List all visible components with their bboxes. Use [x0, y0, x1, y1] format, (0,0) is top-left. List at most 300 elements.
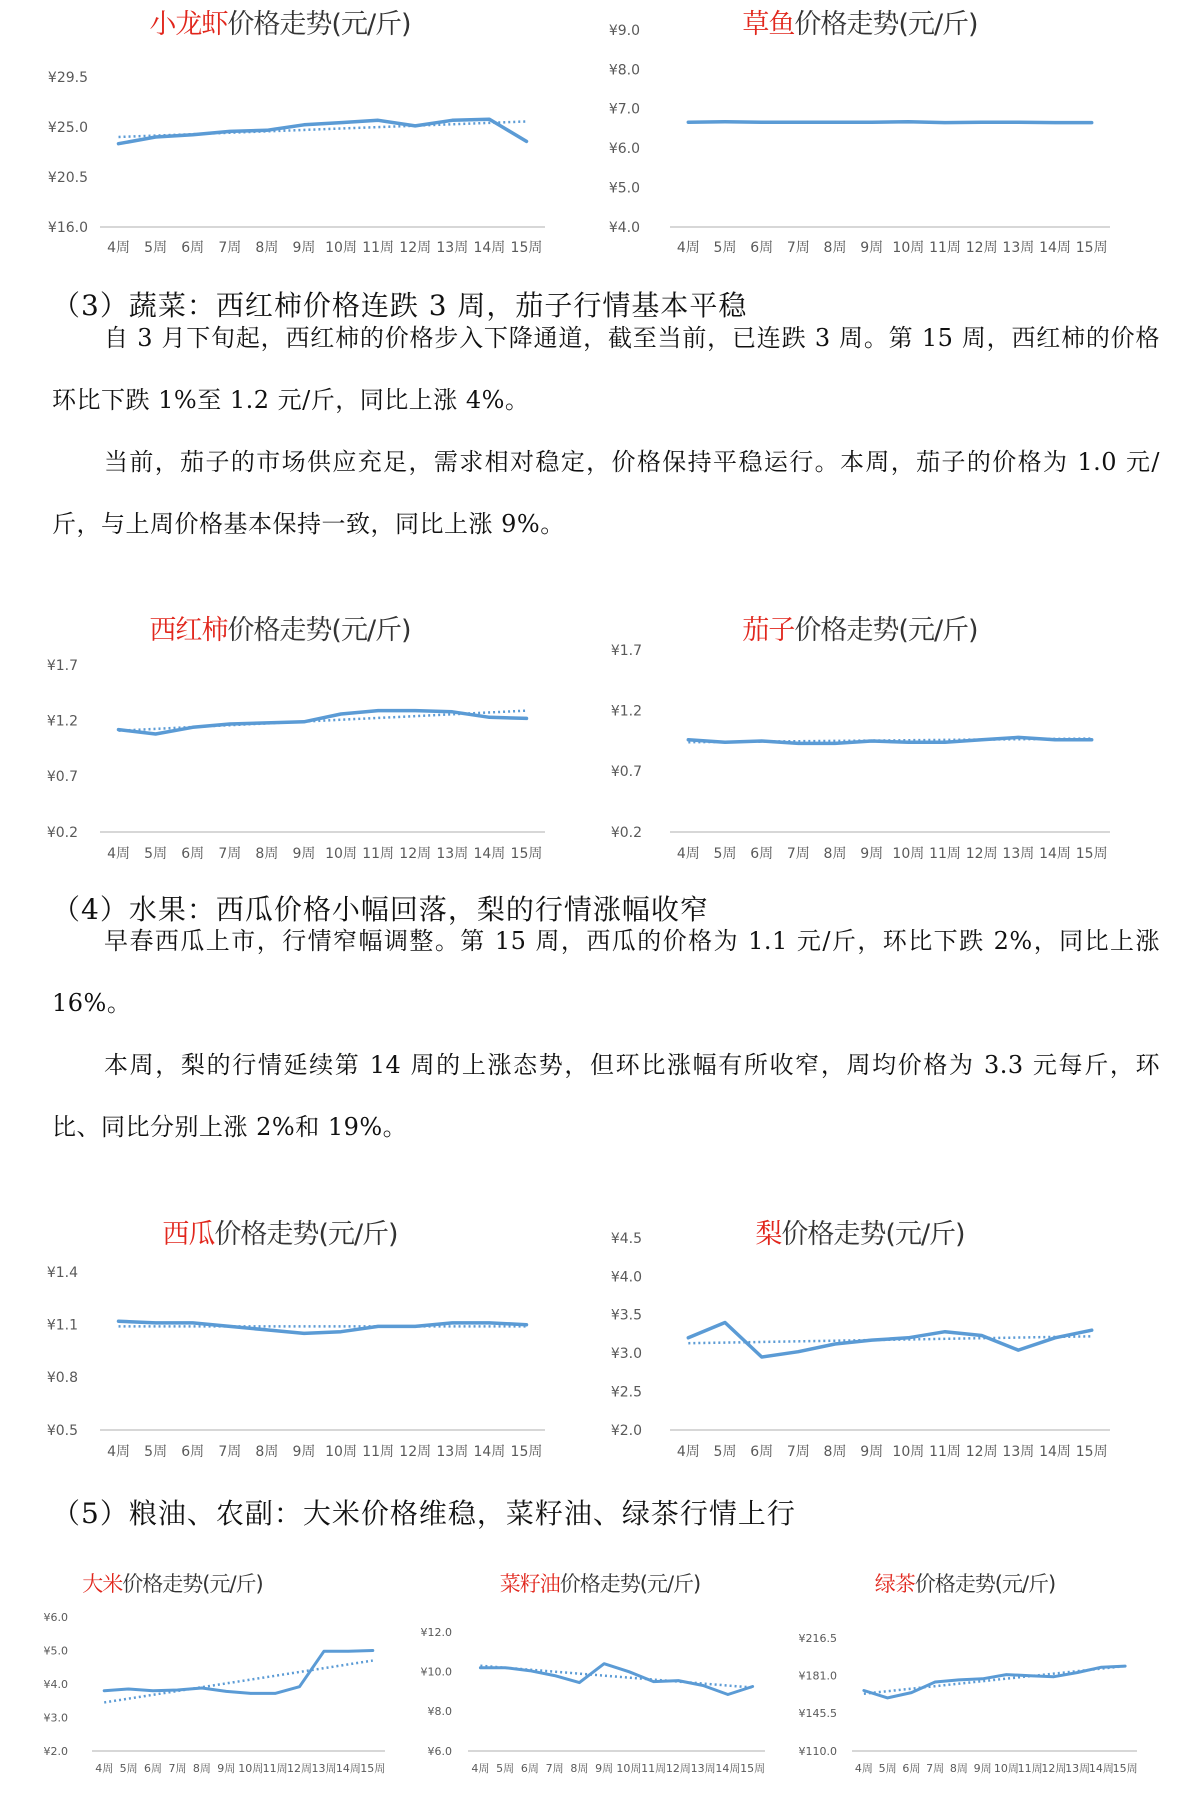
data-point [1005, 1673, 1007, 1675]
x-tick-label: 14周 [1039, 240, 1071, 256]
data-point [229, 130, 231, 132]
x-tick-label: 11周 [362, 240, 395, 256]
y-tick-label: ¥29.5 [47, 69, 88, 86]
y-tick-label: ¥1.1 [46, 1317, 78, 1334]
x-tick-label: 6周 [181, 846, 205, 862]
chart-title-rest: 价格走势(元/斤) [794, 9, 978, 40]
x-tick-label: 13周 [1065, 1762, 1091, 1775]
x-tick-label: 9周 [860, 240, 884, 256]
y-tick-label: ¥0.7 [610, 764, 642, 781]
chart-title-rest: 价格走势(元/斤) [559, 1572, 701, 1596]
data-point [870, 121, 872, 123]
data-point [323, 1650, 325, 1652]
x-tick-label: 15周 [1112, 1762, 1138, 1775]
y-tick-label: ¥181.0 [798, 1669, 837, 1683]
x-tick-label: 13周 [436, 846, 469, 862]
x-tick-label: 9周 [860, 1444, 884, 1460]
data-point [797, 742, 799, 744]
y-tick-label: ¥3.0 [43, 1711, 68, 1725]
data-point [834, 121, 836, 123]
x-tick-label: 4周 [676, 1444, 700, 1460]
data-point [907, 1337, 909, 1339]
y-tick-label: ¥3.5 [610, 1307, 642, 1324]
x-tick-label: 5周 [144, 1444, 168, 1460]
data-point [525, 1323, 527, 1325]
data-point [414, 709, 416, 711]
paragraph-watermelon: 早春西瓜上市，行情窄幅调整。第 15 周，西瓜的价格为 1.1 元/斤，环比下跌 2%，同比上涨 16%。 [52, 927, 1160, 1017]
x-tick-label: 6周 [750, 846, 774, 862]
x-tick-label: 12周 [965, 1444, 998, 1460]
data-point [529, 1669, 531, 1671]
chart-watermelon [0, 1200, 560, 1475]
data-point [250, 1692, 252, 1694]
data-point [103, 1690, 105, 1692]
data-point [724, 1321, 726, 1323]
data-point [176, 1689, 178, 1691]
data-point [1054, 1337, 1056, 1339]
x-tick-label: 14周 [473, 1444, 506, 1460]
section-heading-fruit: （4）水果：西瓜价格小幅回落，梨的行情涨幅收窄 [52, 893, 709, 926]
data-point [504, 1667, 506, 1669]
y-tick-label: ¥1.2 [610, 703, 642, 720]
data-point [724, 741, 726, 743]
chart-green-tea [785, 1560, 1165, 1795]
y-tick-label: ¥10.0 [420, 1665, 452, 1679]
chart-title-rest: 价格走势(元/斤) [214, 1219, 398, 1250]
data-point [702, 1684, 704, 1686]
data-point [687, 739, 689, 741]
x-tick-label: 10周 [892, 1444, 925, 1460]
x-tick-label: 10周 [616, 1762, 642, 1775]
x-tick-label: 7周 [168, 1762, 187, 1775]
x-tick-label: 4周 [854, 1762, 873, 1775]
series-line [119, 711, 527, 734]
y-tick-label: ¥145.5 [798, 1707, 837, 1721]
x-tick-label: 13周 [436, 240, 469, 256]
x-tick-label: 13周 [690, 1762, 716, 1775]
data-point [724, 121, 726, 123]
chart-title-rest: 价格走势(元/斤) [914, 1572, 1056, 1596]
x-tick-label: 15周 [510, 846, 543, 862]
data-point [266, 129, 268, 131]
x-tick-label: 14周 [1088, 1762, 1114, 1775]
series-line [688, 737, 1091, 743]
chart-title-rest: 价格走势(元/斤) [781, 1219, 965, 1250]
x-tick-label: 9周 [292, 1444, 316, 1460]
x-tick-label: 5周 [713, 240, 737, 256]
chart-title [590, 2, 1130, 41]
x-tick-label: 4周 [95, 1762, 114, 1775]
x-tick-label: 7周 [786, 846, 810, 862]
data-point [1054, 121, 1056, 123]
data-point [652, 1680, 654, 1682]
y-tick-label: ¥9.0 [608, 22, 640, 39]
data-point [451, 1322, 453, 1324]
data-point [488, 1322, 490, 1324]
x-tick-label: 13周 [1002, 1444, 1035, 1460]
data-point [910, 1691, 912, 1693]
chart-title [0, 1568, 345, 1598]
x-tick-label: 14周 [1039, 1444, 1071, 1460]
data-point [117, 142, 119, 144]
x-tick-label: 6周 [144, 1762, 163, 1775]
x-tick-label: 9周 [973, 1762, 992, 1775]
x-tick-label: 11周 [929, 846, 961, 862]
x-tick-label: 6周 [181, 240, 205, 256]
data-point [980, 739, 982, 741]
data-point [266, 1329, 268, 1331]
x-tick-label: 8周 [823, 846, 847, 862]
x-tick-label: 10周 [325, 240, 357, 256]
y-tick-label: ¥216.5 [798, 1631, 837, 1645]
x-tick-label: 6周 [520, 1762, 539, 1775]
chart-title-highlight: 茄子 [742, 615, 795, 646]
y-tick-label: ¥4.5 [610, 1230, 642, 1247]
section-heading-vegetables: （3）蔬菜：西红柿价格连跌 3 周，茄子行情基本平稳 [52, 289, 748, 322]
data-point [377, 119, 379, 121]
x-tick-label: 8周 [255, 240, 279, 256]
chart-rice [0, 1560, 395, 1795]
x-tick-label: 7周 [218, 1444, 242, 1460]
x-tick-label: 15周 [1075, 1444, 1108, 1460]
chart-title-rest: 价格走势(元/斤) [122, 1572, 263, 1596]
paragraph-tomato: 自 3 月下旬起，西红柿的价格步入下降通道，截至当前，已连跌 3 周。第 15 周，西红柿的价格环比下跌 1%至 1.2 元/斤，同比上涨 4%。 [52, 324, 1160, 414]
data-point [1076, 1671, 1078, 1673]
data-point [303, 1332, 305, 1334]
x-tick-label: 15周 [1075, 240, 1108, 256]
section-heading-grain-oil: （5）粮油、农副：大米价格维稳，菜籽油、绿茶行情上行 [52, 1497, 796, 1530]
x-tick-label: 9周 [860, 846, 884, 862]
series-line [688, 122, 1091, 123]
x-tick-label: 5周 [496, 1762, 515, 1775]
chart-crayfish [0, 0, 560, 265]
data-point [1017, 736, 1019, 738]
x-tick-label: 13周 [1002, 240, 1035, 256]
data-point [347, 1650, 349, 1652]
data-point [1054, 739, 1056, 741]
chart-title [0, 608, 560, 647]
y-tick-label: ¥4.0 [608, 219, 640, 236]
paragraph-pear: 本周，梨的行情延续第 14 周的上涨态势，但环比涨幅有所收窄，周均价格为 3.3 元每斤，环比、同比分别上涨 2%和 19%。 [52, 1051, 1160, 1141]
data-point [525, 717, 527, 719]
chart-title-highlight: 西红柿 [149, 615, 228, 646]
x-tick-label: 6周 [750, 1444, 774, 1460]
data-point [687, 1337, 689, 1339]
x-tick-label: 8周 [823, 240, 847, 256]
x-tick-label: 5周 [119, 1762, 138, 1775]
data-point [479, 1667, 481, 1669]
data-point [414, 1325, 416, 1327]
x-tick-label: 8周 [949, 1762, 968, 1775]
x-tick-label: 6周 [750, 240, 774, 256]
data-point [377, 709, 379, 711]
y-tick-label: ¥0.5 [46, 1422, 78, 1439]
data-point [340, 1330, 342, 1332]
x-tick-label: 10周 [238, 1762, 264, 1775]
trend-line [104, 1661, 373, 1703]
chart-title-rest: 价格走势(元/斤) [227, 615, 411, 646]
x-tick-label: 13周 [311, 1762, 337, 1775]
data-point [303, 124, 305, 126]
data-point [201, 1687, 203, 1689]
y-tick-label: ¥6.0 [608, 141, 640, 158]
y-tick-label: ¥0.2 [610, 824, 642, 841]
x-tick-label: 15周 [510, 240, 543, 256]
x-tick-label: 9周 [292, 240, 316, 256]
series-line [688, 1323, 1091, 1358]
y-tick-label: ¥0.8 [46, 1370, 78, 1387]
y-tick-label: ¥6.0 [43, 1610, 68, 1624]
x-tick-label: 12周 [399, 846, 432, 862]
x-tick-label: 4周 [107, 846, 131, 862]
x-tick-label: 11周 [1017, 1762, 1043, 1775]
x-tick-label: 9周 [217, 1762, 236, 1775]
data-point [934, 1681, 936, 1683]
series-line [119, 119, 527, 144]
x-tick-label: 6周 [181, 1444, 205, 1460]
x-tick-label: 8周 [570, 1762, 589, 1775]
data-point [834, 1343, 836, 1345]
x-tick-label: 13周 [436, 1444, 469, 1460]
data-point [192, 134, 194, 136]
x-tick-label: 5周 [713, 846, 737, 862]
x-tick-label: 7周 [218, 846, 242, 862]
chart-title-highlight: 梨 [755, 1219, 782, 1250]
chart-title [590, 608, 1130, 647]
chart-title [795, 1568, 1135, 1598]
y-tick-label: ¥12.0 [420, 1625, 452, 1639]
x-tick-label: 7周 [786, 240, 810, 256]
data-point [834, 742, 836, 744]
data-point [760, 740, 762, 742]
x-tick-label: 12周 [965, 846, 998, 862]
x-tick-label: 7周 [786, 1444, 810, 1460]
y-tick-label: ¥6.0 [427, 1744, 452, 1758]
x-tick-label: 8周 [255, 846, 279, 862]
data-point [1053, 1676, 1055, 1678]
y-tick-label: ¥110.0 [798, 1744, 837, 1758]
y-tick-label: ¥2.0 [610, 1422, 642, 1439]
y-tick-label: ¥4.0 [43, 1677, 68, 1691]
x-tick-label: 10周 [892, 846, 925, 862]
y-tick-label: ¥5.0 [608, 180, 640, 197]
x-tick-label: 8周 [823, 1444, 847, 1460]
x-tick-label: 10周 [325, 1444, 357, 1460]
data-point [298, 1685, 300, 1687]
x-tick-label: 8周 [255, 1444, 279, 1460]
series-line [480, 1664, 752, 1695]
data-point [152, 1690, 154, 1692]
data-point [154, 1322, 156, 1324]
data-point [863, 1689, 865, 1691]
x-tick-label: 4周 [676, 846, 700, 862]
y-tick-label: ¥4.0 [610, 1269, 642, 1286]
data-point [958, 1679, 960, 1681]
x-tick-label: 10周 [892, 240, 925, 256]
x-tick-label: 12周 [1041, 1762, 1067, 1775]
data-point [727, 1693, 729, 1695]
y-tick-label: ¥0.2 [46, 824, 78, 841]
x-tick-label: 11周 [929, 1444, 961, 1460]
y-tick-label: ¥8.0 [427, 1705, 452, 1719]
data-point [192, 726, 194, 728]
data-point [603, 1663, 605, 1665]
chart-title-rest: 价格走势(元/斤) [794, 615, 978, 646]
x-tick-label: 4周 [107, 240, 131, 256]
y-tick-label: ¥1.4 [46, 1264, 78, 1281]
data-point [340, 121, 342, 123]
data-point [870, 740, 872, 742]
data-point [154, 136, 156, 138]
y-tick-label: ¥7.0 [608, 101, 640, 118]
data-point [980, 121, 982, 123]
data-point [377, 1325, 379, 1327]
chart-title-highlight: 草鱼 [742, 9, 795, 40]
chart-title-rest: 价格走势(元/斤) [227, 9, 411, 40]
chart-title-highlight: 绿茶 [874, 1572, 915, 1596]
data-point [229, 723, 231, 725]
data-point [980, 1334, 982, 1336]
x-tick-label: 12周 [965, 240, 998, 256]
x-tick-label: 12周 [287, 1762, 313, 1775]
chart-title-highlight: 大米 [82, 1572, 123, 1596]
x-tick-label: 14周 [1039, 846, 1071, 862]
data-point [907, 121, 909, 123]
data-point [451, 119, 453, 121]
data-point [303, 721, 305, 723]
x-tick-label: 13周 [1002, 846, 1035, 862]
data-point [981, 1678, 983, 1680]
data-point [451, 711, 453, 713]
x-tick-label: 11周 [262, 1762, 288, 1775]
data-point [127, 1688, 129, 1690]
x-tick-label: 5周 [878, 1762, 897, 1775]
data-point [372, 1649, 374, 1651]
y-tick-label: ¥1.7 [610, 642, 642, 659]
x-tick-label: 11周 [929, 240, 961, 256]
x-tick-label: 15周 [1075, 846, 1108, 862]
x-tick-label: 8周 [192, 1762, 211, 1775]
y-tick-label: ¥0.7 [46, 769, 78, 786]
y-tick-label: ¥25.0 [47, 119, 88, 136]
chart-title-highlight: 西瓜 [162, 1219, 215, 1250]
data-point [578, 1681, 580, 1683]
data-point [797, 1350, 799, 1352]
x-tick-label: 14周 [335, 1762, 361, 1775]
x-tick-label: 15周 [510, 1444, 543, 1460]
data-point [687, 121, 689, 123]
x-tick-label: 5周 [144, 846, 168, 862]
data-point [1090, 739, 1092, 741]
data-point [944, 741, 946, 743]
x-tick-label: 5周 [144, 240, 168, 256]
x-tick-label: 12周 [665, 1762, 691, 1775]
data-point [1017, 1349, 1019, 1351]
chart-title [420, 1568, 780, 1598]
x-tick-label: 14周 [473, 846, 506, 862]
x-tick-label: 9周 [292, 846, 316, 862]
data-point [1017, 121, 1019, 123]
y-tick-label: ¥1.7 [46, 657, 78, 674]
x-tick-label: 14周 [473, 240, 506, 256]
data-point [229, 1325, 231, 1327]
data-point [1124, 1665, 1126, 1667]
y-tick-label: ¥8.0 [608, 62, 640, 79]
data-point [1100, 1666, 1102, 1668]
x-tick-label: 4周 [107, 1444, 131, 1460]
chart-eggplant [590, 600, 1130, 870]
x-tick-label: 7周 [926, 1762, 945, 1775]
data-point [154, 733, 156, 735]
x-tick-label: 7周 [545, 1762, 564, 1775]
data-point [266, 722, 268, 724]
chart-title-highlight: 菜籽油 [499, 1572, 560, 1596]
x-tick-label: 6周 [902, 1762, 921, 1775]
x-tick-label: 5周 [713, 1444, 737, 1460]
data-point [1090, 1329, 1092, 1331]
data-point [760, 121, 762, 123]
x-tick-label: 12周 [399, 1444, 432, 1460]
data-point [340, 713, 342, 715]
data-point [870, 1339, 872, 1341]
chart-grass-carp [590, 0, 1130, 265]
series-line [864, 1666, 1125, 1698]
chart-title-highlight: 小龙虾 [149, 9, 228, 40]
x-tick-label: 15周 [360, 1762, 386, 1775]
data-point [488, 716, 490, 718]
data-point [1090, 121, 1092, 123]
y-tick-label: ¥2.0 [43, 1744, 68, 1758]
x-tick-label: 7周 [218, 240, 242, 256]
chart-title [590, 1212, 1130, 1251]
x-tick-label: 11周 [362, 846, 395, 862]
y-tick-label: ¥3.0 [610, 1346, 642, 1363]
data-point [225, 1690, 227, 1692]
y-tick-label: ¥20.5 [47, 169, 88, 186]
data-point [117, 1320, 119, 1322]
x-tick-label: 11周 [641, 1762, 667, 1775]
y-tick-label: ¥5.0 [43, 1644, 68, 1658]
paragraph-eggplant: 当前，茄子的市场供应充足，需求相对稳定，价格保持平稳运行。本周，茄子的价格为 1.0 元/斤，与上周价格基本保持一致，同比上涨 9%。 [52, 448, 1160, 538]
data-point [944, 1330, 946, 1332]
y-tick-label: ¥16.0 [47, 219, 88, 236]
data-point [553, 1674, 555, 1676]
data-point [677, 1679, 679, 1681]
y-tick-label: ¥2.5 [610, 1384, 642, 1401]
data-point [525, 140, 527, 142]
x-tick-label: 10周 [325, 846, 357, 862]
chart-tomato [0, 600, 560, 870]
data-point [760, 1356, 762, 1358]
data-point [117, 728, 119, 730]
data-point [414, 125, 416, 127]
data-point [797, 121, 799, 123]
series-line [104, 1651, 373, 1694]
x-tick-label: 15周 [740, 1762, 766, 1775]
chart-pear [590, 1200, 1130, 1475]
data-point [886, 1697, 888, 1699]
x-tick-label: 14周 [715, 1762, 741, 1775]
data-point [751, 1685, 753, 1687]
data-point [488, 118, 490, 120]
x-tick-label: 4周 [676, 240, 700, 256]
data-point [274, 1692, 276, 1694]
x-tick-label: 9周 [595, 1762, 614, 1775]
data-point [944, 121, 946, 123]
y-tick-label: ¥1.2 [46, 713, 78, 730]
x-tick-label: 11周 [362, 1444, 395, 1460]
chart-rapeseed-oil [400, 1560, 780, 1795]
